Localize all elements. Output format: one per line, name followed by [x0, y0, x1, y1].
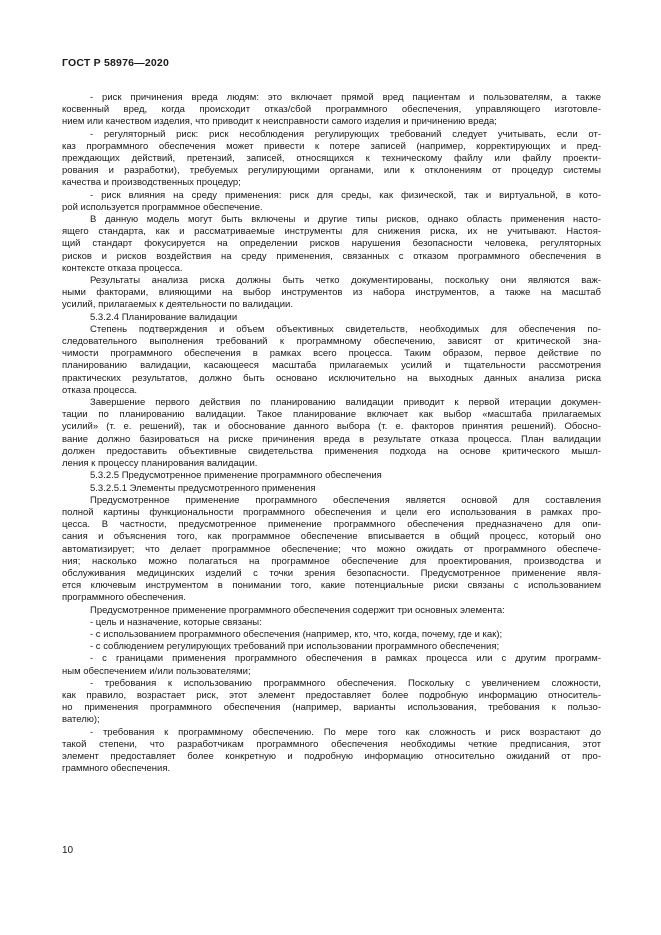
text-line: 5.3.2.5 Предусмотренное применение программного обеспечения [90, 470, 382, 482]
text-line: контексте отказа процесса. [62, 262, 183, 274]
text-line: планированию валидации, касающееся масштаба прилагаемых усилий и тщательности рассмотрения [62, 360, 601, 372]
text-line: Предусмотренное применение программного обеспечения содержит три основных элемента: [90, 604, 505, 616]
text-line: В данную модель могут быть включены и другие типы рисков, однако область применения насто- [90, 214, 601, 226]
text-line: рования и разработки), требуемых регулирующими органами, или к отклонениям от процедур системы [62, 165, 601, 177]
text-line: нием или качеством изделия, что приводит к неисправности самого изделия и причинению вреда; [62, 116, 497, 128]
text-line: Степень подтверждения и объем объективных свидетельств, необходимых для обеспечения по- [90, 323, 601, 335]
document-header: ГОСТ Р 58976—2020 [62, 57, 170, 69]
text-line: ными факторами, влияющими на выбор инструментов из набора инструментов, а также на масштаб [62, 287, 601, 299]
text-line: - с использованием программного обеспечения (например, кто, что, когда, почему, где и как); [90, 628, 503, 640]
text-line: рисков и рисков воздействия на среду применения, связанных с отказом программного обеспечения в [62, 250, 601, 262]
text-line: рой используется программное обеспечение. [62, 201, 263, 213]
text-line: Предусмотренное применение программного обеспечения является основой для составления [90, 494, 601, 506]
text-line: граммного обеспечения. [62, 763, 171, 775]
text-line: программного обеспечения. [62, 592, 186, 604]
text-line: - риск влияния на среду применения: риск для среды, как физической, так и виртуальной, в кото- [90, 189, 601, 201]
text-line: вание должно базироваться на риске причинения вреда в результате отказа процесса. План валидации [62, 433, 601, 445]
page-number: 10 [62, 845, 74, 856]
text-line: но применения программного обеспечения (например, варианты использования, требования к пользо- [62, 702, 601, 714]
text-line: - с соблюдением регулирующих требований при использовании программного обеспечения; [90, 641, 500, 653]
text-line: элемент предоставляет более конкретную и подробную информацию относительно ожиданий от про- [62, 750, 601, 762]
text-line: тации по планированию валидации. Такое планирование включает как выбор «масштаба прилагаемых [62, 409, 601, 421]
text-line: автоматизирует; что делает программное обеспечение; что можно ожидать от программного обеспече- [62, 543, 601, 555]
text-line: практических результатов, должно быть основано исключительно на выходных данных анализа риска [62, 372, 601, 384]
text-line: ется ключевым инструментом в понимании того, какие потенциальные риски связаны с использованием [62, 580, 601, 592]
text-line: - цель и назначение, которые связаны: [90, 616, 262, 628]
text-line: вателю); [62, 714, 100, 726]
text-line: ния; насколько можно полагаться на программное обеспечение для проектирования, производства и [62, 555, 601, 567]
text-line: ным обеспечением и/или пользователями; [62, 665, 251, 677]
text-line: косвенный вред, когда происходит отказ/сбой программного обеспечения, управляющего изготовле- [62, 104, 601, 116]
text-line: - с границами применения программного обеспечения в рамках процесса или с другим программ- [90, 653, 601, 665]
text-line: Результаты анализа риска должны быть четко документированы, поскольку они являются важ- [90, 275, 601, 287]
text-line: качества и производственных процедур; [62, 177, 241, 189]
text-line: чимости программного обеспечения в рамках всего процесса. Таким образом, первое действие по [62, 348, 601, 360]
text-line: обслуживания медицинских изделий с точки зрения безопасности. Предусмотренное применение явля- [62, 567, 601, 579]
text-line: - регуляторный риск: риск несоблюдения регулирующих требований следует учитывать, если от- [90, 128, 601, 140]
text-line: ящего стандарта, как и рассматриваемые инструменты для снижения риска, их не учитывают. Настоя- [62, 226, 601, 238]
text-line: Завершение первого действия по планированию валидации приводит к первой итерации докумен- [90, 397, 601, 409]
text-line: усилий, прилагаемых к деятельности по валидации. [62, 299, 293, 311]
text-line: преждающих действий, претензий, записей, относящихся к техническому файлу или файлу проекти- [62, 153, 601, 165]
text-line: ления к процессу планирования валидации. [62, 458, 258, 470]
text-line: цесса. В частности, предусмотренное применение программного обеспечения предназначено для опи- [62, 519, 601, 531]
text-line: должен предоставить объективные свидетельства применения подхода на основе критического мышл- [62, 445, 601, 457]
text-line: отказа процесса. [62, 384, 137, 396]
text-line: каз программного обеспечения может привести к потере записей (например, корректирующих и пред- [62, 140, 601, 152]
text-line: - требования к программному обеспечению. По мере того как сложность и риск возрастают до [90, 726, 601, 738]
text-line: усилий» (т. е. решений), так и обоснование данного выбора (т. е. факторов принятия решений). Обосно- [62, 421, 601, 433]
text-line: 5.3.2.5.1 Элементы предусмотренного применения [90, 482, 316, 494]
text-line: - риск причинения вреда людям: это включает прямой вред пациентам и пользователям, а также [90, 92, 601, 103]
text-line: щий стандарт фокусируется на определении рисков нарушения безопасности человека, регуляторных [62, 238, 601, 250]
text-line: следовательного выполнения требований к программному обеспечению, зависят от критической зна- [62, 336, 601, 348]
body-text [62, 92, 601, 775]
text-line: сания и объяснения того, как программное обеспечение вписывается в общий процесс, который оно [62, 531, 601, 543]
text-line: - требования к использованию программного обеспечения. Поскольку с увеличением сложности, [90, 677, 601, 689]
text-line: такой степени, что разработчикам программного обеспечения необходимы четкие предписания, этот [62, 738, 601, 750]
text-line: 5.3.2.4 Планирование валидации [90, 311, 238, 323]
text-line: полной картины функциональности программного обеспечения и цели его использования в рамках про- [62, 506, 601, 518]
text-line: как правило, возрастает риск, этот элемент предоставляет более подробную информацию относитель- [62, 689, 601, 701]
